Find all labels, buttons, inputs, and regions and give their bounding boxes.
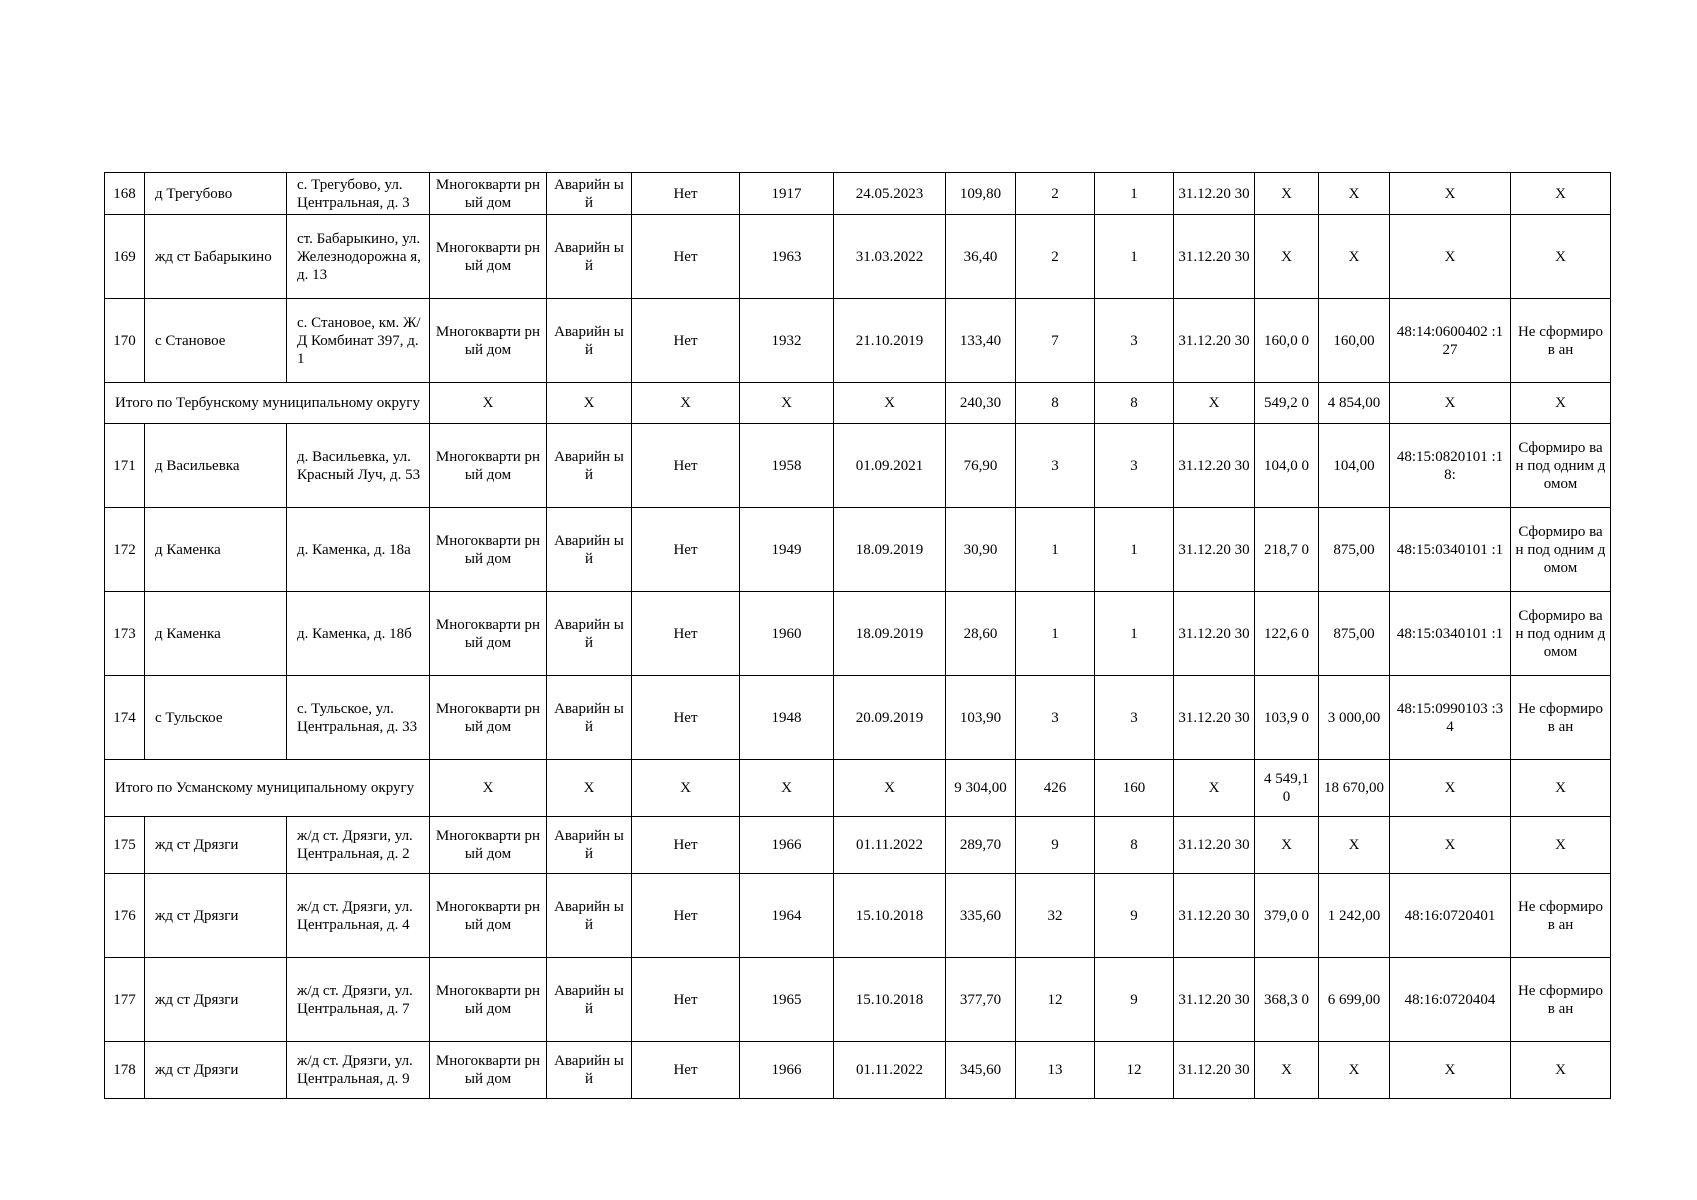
cell-cultural-heritage: Нет [632,1042,740,1099]
cell-cultural-heritage: Нет [632,424,740,508]
cell-building-type: Многокварти рный дом [430,676,547,760]
cell-build-year: 1958 [740,424,834,508]
cell-resettlement-date: 31.12.20 30 [1174,958,1255,1042]
cell-land-status: Не сформиров ан [1511,299,1611,383]
cell-address: ж/д ст. Дрязги, ул. Центральная, д. 4 [287,874,430,958]
cell-row-number: 175 [105,817,145,874]
cell-address: с. Трегубово, ул. Центральная, д. 3 [287,173,430,215]
cell-area: 345,60 [946,1042,1016,1099]
subtotal-label: Итого по Тербунскому муниципальному округу [105,383,430,424]
cell-area: 133,40 [946,299,1016,383]
cell-land-area: 104,0 0 [1255,424,1319,508]
cell-cadastral-number: X [1390,215,1511,299]
cell-cadastral-number: 48:15:0990103 :34 [1390,676,1511,760]
cell-row-number: 168 [105,173,145,215]
cell-build-year: 1932 [740,299,834,383]
cell-area: 28,60 [946,592,1016,676]
cell-address: ж/д ст. Дрязги, ул. Центральная, д. 2 [287,817,430,874]
cell-settlement: жд ст Бабарыкино [145,215,287,299]
cell-land-price: X [1319,817,1390,874]
cell-land-price: 6 699,00 [1319,958,1390,1042]
cell-condition: Аварийн ый [547,592,632,676]
cell-cultural-heritage: Нет [632,173,740,215]
cell-building-type: Многокварти рный дом [430,173,547,215]
cell-settlement: с Тульское [145,676,287,760]
cell-cadastral-number: X [1390,817,1511,874]
cell-cultural-heritage: Нет [632,958,740,1042]
cell-emergency-date: X [834,383,946,424]
cell-settlement: д Васильевка [145,424,287,508]
cell-cadastral-number: 48:16:0720401 [1390,874,1511,958]
cell-residents: 1 [1016,508,1095,592]
cell-area: 289,70 [946,817,1016,874]
cell-settlement: с Становое [145,299,287,383]
cell-area: 109,80 [946,173,1016,215]
cell-cadastral-number: X [1390,383,1511,424]
cell-area: 76,90 [946,424,1016,508]
cell-premises: 1 [1095,215,1174,299]
cell-residents: 7 [1016,299,1095,383]
cell-address: ж/д ст. Дрязги, ул. Центральная, д. 7 [287,958,430,1042]
cell-land-status: X [1511,215,1611,299]
cell-emergency-date: 18.09.2019 [834,592,946,676]
cell-land-price: 875,00 [1319,592,1390,676]
cell-row-number: 176 [105,874,145,958]
cell-emergency-date: 21.10.2019 [834,299,946,383]
cell-address: д. Каменка, д. 18б [287,592,430,676]
cell-row-number: 174 [105,676,145,760]
table-row [105,215,1611,299]
cell-row-number: 178 [105,1042,145,1099]
cell-land-status: Не сформиров ан [1511,676,1611,760]
cell-land-price: X [1319,1042,1390,1099]
cell-cultural-heritage: X [632,383,740,424]
cell-land-status: Сформиро ван под одним домом [1511,508,1611,592]
subtotal-row [105,383,1611,424]
cell-building-type: Многокварти рный дом [430,874,547,958]
cell-land-status: X [1511,383,1611,424]
cell-premises: 8 [1095,817,1174,874]
cell-building-type: Многокварти рный дом [430,1042,547,1099]
table-row [105,173,1611,215]
cell-residents: 32 [1016,874,1095,958]
table-row [105,958,1611,1042]
cell-residents: 3 [1016,676,1095,760]
cell-residents: 426 [1016,760,1095,817]
cell-land-status: X [1511,760,1611,817]
cell-residents: 9 [1016,817,1095,874]
cell-settlement: жд ст Дрязги [145,958,287,1042]
cell-cadastral-number: 48:15:0340101 :1 [1390,508,1511,592]
cell-land-price: 4 854,00 [1319,383,1390,424]
cell-condition: X [547,760,632,817]
cell-emergency-date: 18.09.2019 [834,508,946,592]
cell-cadastral-number: X [1390,760,1511,817]
cell-area: 9 304,00 [946,760,1016,817]
cell-cultural-heritage: Нет [632,508,740,592]
cell-build-year: 1960 [740,592,834,676]
cell-resettlement-date: 31.12.20 30 [1174,508,1255,592]
cell-address: с. Тульское, ул. Центральная, д. 33 [287,676,430,760]
cell-emergency-date: 31.03.2022 [834,215,946,299]
cell-land-area: 122,6 0 [1255,592,1319,676]
cell-cadastral-number: X [1390,173,1511,215]
cell-resettlement-date: 31.12.20 30 [1174,874,1255,958]
cell-residents: 2 [1016,215,1095,299]
cell-emergency-date: 15.10.2018 [834,958,946,1042]
table-row [105,424,1611,508]
cell-row-number: 169 [105,215,145,299]
cell-address: д. Васильевка, ул. Красный Луч, д. 53 [287,424,430,508]
cell-land-status: X [1511,1042,1611,1099]
cell-land-status: Не сформиров ан [1511,958,1611,1042]
cell-settlement: д Каменка [145,508,287,592]
cell-land-status: Сформиро ван под одним домом [1511,424,1611,508]
cell-land-area: X [1255,215,1319,299]
cell-residents: 1 [1016,592,1095,676]
cell-cultural-heritage: Нет [632,676,740,760]
cell-condition: Аварийн ый [547,424,632,508]
cell-area: 30,90 [946,508,1016,592]
cell-condition: Аварийн ый [547,958,632,1042]
cell-building-type: Многокварти рный дом [430,424,547,508]
table-row [105,592,1611,676]
cell-land-status: X [1511,173,1611,215]
cell-emergency-date: 15.10.2018 [834,874,946,958]
cell-land-price: 104,00 [1319,424,1390,508]
cell-land-area: X [1255,173,1319,215]
cell-condition: Аварийн ый [547,173,632,215]
cell-cadastral-number: 48:15:0820101 :18: [1390,424,1511,508]
cell-resettlement-date: X [1174,760,1255,817]
cell-land-price: X [1319,215,1390,299]
cell-land-price: 1 242,00 [1319,874,1390,958]
cell-building-type: X [430,383,547,424]
cell-condition: Аварийн ый [547,215,632,299]
cell-build-year: 1917 [740,173,834,215]
cell-row-number: 177 [105,958,145,1042]
cell-area: 240,30 [946,383,1016,424]
cell-land-area: 103,9 0 [1255,676,1319,760]
cell-land-area: X [1255,817,1319,874]
table-row [105,676,1611,760]
cell-row-number: 170 [105,299,145,383]
cell-land-price: 18 670,00 [1319,760,1390,817]
cell-cultural-heritage: Нет [632,215,740,299]
cell-settlement: д Каменка [145,592,287,676]
cell-address: с. Становое, км. Ж/Д Комбинат 397, д. 1 [287,299,430,383]
cell-emergency-date: 01.11.2022 [834,817,946,874]
cell-premises: 1 [1095,173,1174,215]
cell-resettlement-date: 31.12.20 30 [1174,424,1255,508]
cell-build-year: 1966 [740,817,834,874]
table-row [105,299,1611,383]
cell-resettlement-date: 31.12.20 30 [1174,1042,1255,1099]
housing-table [104,172,1611,1099]
cell-premises: 3 [1095,676,1174,760]
cell-resettlement-date: 31.12.20 30 [1174,215,1255,299]
cell-land-price: 160,00 [1319,299,1390,383]
cell-premises: 3 [1095,424,1174,508]
cell-cultural-heritage: Нет [632,817,740,874]
cell-condition: Аварийн ый [547,817,632,874]
cell-row-number: 171 [105,424,145,508]
cell-build-year: 1965 [740,958,834,1042]
cell-residents: 13 [1016,1042,1095,1099]
cell-build-year: 1966 [740,1042,834,1099]
cell-land-area: 4 549,1 0 [1255,760,1319,817]
cell-premises: 12 [1095,1042,1174,1099]
table-row [105,817,1611,874]
cell-build-year: 1963 [740,215,834,299]
cell-cultural-heritage: X [632,760,740,817]
cell-land-status: Сформиро ван под одним домом [1511,592,1611,676]
cell-area: 335,60 [946,874,1016,958]
cell-residents: 2 [1016,173,1095,215]
cell-premises: 160 [1095,760,1174,817]
table-row [105,508,1611,592]
cell-condition: Аварийн ый [547,299,632,383]
cell-premises: 3 [1095,299,1174,383]
cell-row-number: 173 [105,592,145,676]
cell-area: 103,90 [946,676,1016,760]
cell-building-type: Многокварти рный дом [430,817,547,874]
table-row [105,1042,1611,1099]
cell-residents: 12 [1016,958,1095,1042]
cell-build-year: X [740,760,834,817]
cell-build-year: X [740,383,834,424]
cell-address: ж/д ст. Дрязги, ул. Центральная, д. 9 [287,1042,430,1099]
cell-resettlement-date: 31.12.20 30 [1174,676,1255,760]
cell-emergency-date: 20.09.2019 [834,676,946,760]
cell-cadastral-number: 48:15:0340101 :1 [1390,592,1511,676]
cell-resettlement-date: 31.12.20 30 [1174,817,1255,874]
subtotal-label: Итого по Усманскому муниципальному округу [105,760,430,817]
cell-cadastral-number: 48:14:0600402 :127 [1390,299,1511,383]
cell-emergency-date: 01.09.2021 [834,424,946,508]
cell-settlement: жд ст Дрязги [145,874,287,958]
cell-premises: 9 [1095,958,1174,1042]
cell-land-price: X [1319,173,1390,215]
cell-residents: 8 [1016,383,1095,424]
cell-condition: Аварийн ый [547,874,632,958]
cell-condition: Аварийн ый [547,508,632,592]
cell-land-area: X [1255,1042,1319,1099]
cell-settlement: жд ст Дрязги [145,1042,287,1099]
cell-residents: 3 [1016,424,1095,508]
cell-premises: 1 [1095,508,1174,592]
cell-land-area: 379,0 0 [1255,874,1319,958]
cell-row-number: 172 [105,508,145,592]
cell-building-type: Многокварти рный дом [430,592,547,676]
table-body [105,173,1611,1099]
cell-condition: Аварийн ый [547,1042,632,1099]
cell-build-year: 1964 [740,874,834,958]
cell-resettlement-date: 31.12.20 30 [1174,592,1255,676]
cell-condition: X [547,383,632,424]
cell-land-status: X [1511,817,1611,874]
cell-cadastral-number: X [1390,1042,1511,1099]
cell-building-type: Многокварти рный дом [430,215,547,299]
cell-land-area: 160,0 0 [1255,299,1319,383]
cell-building-type: Многокварти рный дом [430,508,547,592]
cell-emergency-date: 01.11.2022 [834,1042,946,1099]
cell-address: д. Каменка, д. 18а [287,508,430,592]
subtotal-row [105,760,1611,817]
cell-land-area: 549,2 0 [1255,383,1319,424]
cell-land-status: Не сформиров ан [1511,874,1611,958]
cell-emergency-date: 24.05.2023 [834,173,946,215]
cell-building-type: Многокварти рный дом [430,958,547,1042]
cell-settlement: д Трегубово [145,173,287,215]
cell-build-year: 1949 [740,508,834,592]
cell-address: ст. Бабарыкино, ул. Железнодорожна я, д. 13 [287,215,430,299]
cell-cultural-heritage: Нет [632,874,740,958]
cell-area: 36,40 [946,215,1016,299]
cell-premises: 9 [1095,874,1174,958]
cell-build-year: 1948 [740,676,834,760]
cell-resettlement-date: 31.12.20 30 [1174,173,1255,215]
cell-cultural-heritage: Нет [632,299,740,383]
cell-land-area: 218,7 0 [1255,508,1319,592]
cell-building-type: X [430,760,547,817]
cell-land-price: 3 000,00 [1319,676,1390,760]
cell-emergency-date: X [834,760,946,817]
cell-settlement: жд ст Дрязги [145,817,287,874]
cell-resettlement-date: 31.12.20 30 [1174,299,1255,383]
table-row [105,874,1611,958]
cell-land-price: 875,00 [1319,508,1390,592]
cell-premises: 1 [1095,592,1174,676]
cell-cultural-heritage: Нет [632,592,740,676]
cell-land-area: 368,3 0 [1255,958,1319,1042]
cell-area: 377,70 [946,958,1016,1042]
cell-cadastral-number: 48:16:0720404 [1390,958,1511,1042]
cell-building-type: Многокварти рный дом [430,299,547,383]
cell-premises: 8 [1095,383,1174,424]
cell-resettlement-date: X [1174,383,1255,424]
cell-condition: Аварийн ый [547,676,632,760]
